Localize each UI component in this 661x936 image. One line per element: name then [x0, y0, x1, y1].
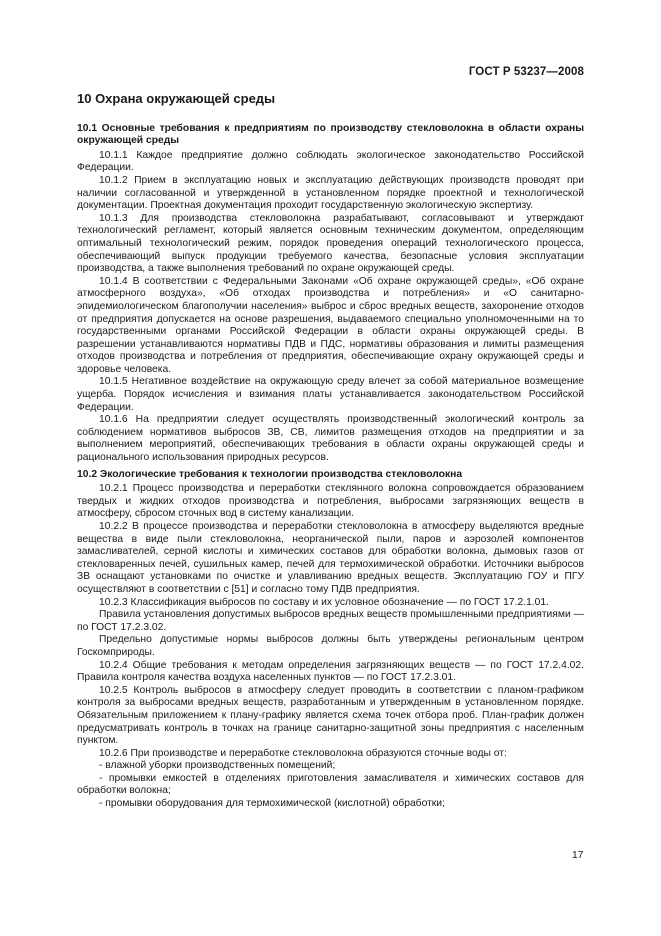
- document-body: [77, 93, 584, 811]
- list-item: - влажной уборки производственных помещений;: [99, 760, 336, 772]
- paragraph-10-2-1: 10.2.1 Процесс производства и переработки стеклянного волокна сопровождается образованием твердых и жидких отходов производства и потребления, выбросами загрязняющих веществ в атмосферу, сбросом сточных вод в систему канализации.: [77, 483, 584, 520]
- list-item: - промывки емкостей в отделениях приготовления замасливателя и химических составов для обработки волокна;: [77, 772, 584, 797]
- standard-header: ГОСТ Р 53237—2008: [468, 66, 584, 78]
- paragraph-10-2-3: 10.2.3 Классификация выбросов по составу и их условное обозначение — по ГОСТ 17.2.1.01.: [99, 596, 549, 608]
- paragraph-10-2-2: 10.2.2 В процессе производства и переработки стекловолокна в атмосферу выделяются вредные вещества в виде пыли стекловолокна, неорганической пыли, паров и аэрозолей компонентов замасливателей, серной кислоты и химических составов для обработки волокна, дымовых газов от стекловаренных печей, сушильных камер, печей для термохимической обработки. Источники выбросов ЗВ оснащают установками по очистке и улавливанию вредных веществ. Эксплуатацию ГОУ и ПГУ осуществляют в соответствии с [51] и согласно тому ПДВ предприятия.: [77, 521, 584, 595]
- paragraph-10-1-4: 10.1.4 В соответствии с Федеральными Законами «Об охране окружающей среды», «Об охране атмосферного воздуха», «Об отходах производства и потребления» и «О санитарно-эпидемиологическом благополучии населения» выброс и сброс вредных веществ, захоронение отходов от предприятия допускается на основе разрешения, выдаваемого специально уполномоченными на то государственными органами Российской Федерации в области охраны окружающей среды. В разрешении устанавливаются нормативы ПДВ и ПДС, нормативы образования и лимиты размещения отходов производства и потребления от предприятия, обеспечивающие охрану окружающей среды и здоровье человека.: [77, 275, 584, 375]
- paragraph-10-1-2: 10.1.2 Прием в эксплуатацию новых и эксплуатацию действующих производств проводят при наличии согласованной и утвержденной в установленном порядке проектной и технологической документации. Проектная документация проходит государственную экологическую экспертизу.: [77, 174, 584, 212]
- subsection-title-10-2: 10.2 Экологические требования к технологии производства стекловолокна: [77, 468, 463, 480]
- paragraph-10-1-6: 10.1.6 На предприятии следует осуществлять производственный экологический контроль за соблюдением нормативов выбросов ЗВ, СВ, лимитов размещения отходов на предприятии и за выполнением мероприятий, обеспечивающих требования в области охраны окружающей среды и рационального использования природных ресурсов.: [77, 414, 584, 464]
- paragraph-10-1-1: 10.1.1 Каждое предприятие должно соблюдать экологическое законодательство Российской Федерации.: [77, 149, 584, 174]
- page-number: 17: [572, 850, 584, 861]
- paragraph-10-2-4: 10.2.4 Общие требования к методам определения загрязняющих веществ — по ГОСТ 17.2.4.02. Правила контроля качества воздуха населенных пунктов — по ГОСТ 17.2.3.01.: [77, 659, 584, 684]
- section-title: 10 Охрана окружающей среды: [77, 91, 276, 106]
- paragraph-10-2-3-rules: Правила установления допустимых выбросов вредных веществ промышленными предприятиями — по ГОСТ 17.2.3.02.: [77, 609, 584, 633]
- paragraph-10-2-5: 10.2.5 Контроль выбросов в атмосферу следует проводить в соответствии с планом-графиком контроля за выбросами вредных веществ, разработанным и утвержденным в установленном порядке. Обязательным приложением к плану-графику является схема точек отбора проб. План-график должен предусматривать контроль в точках на границе санитарно-защитной зоны предприятия с населенным пунктом.: [77, 684, 584, 747]
- subsection-title-10-1: 10.1 Основные требования к предприятиям по производству стекловолокна в области охраны окружающей среды: [77, 122, 584, 147]
- paragraph-10-2-3-limits: Предельно допустимые нормы выбросов должны быть утверждены региональным центром Госкомприроды.: [77, 634, 584, 658]
- paragraph-10-1-3: 10.1.3 Для производства стекловолокна разрабатывают, согласовывают и утверждают технологический регламент, который является основным техническим документом, определяющим оптимальный технологический режим, порядок проведения операций технологического процесса, обеспечивающий выпуск продукции требуемого качества, безопасные условия эксплуатации производства, а также выполнения требований по охране окружающей среды.: [77, 212, 584, 275]
- list-item: - промывки оборудования для термохимической (кислотной) обработки;: [99, 798, 445, 810]
- paragraph-10-1-5: 10.1.5 Негативное воздействие на окружающую среду влечет за собой материальное возмещение ущерба. Порядок исчисления и взимания платы устанавливается законодательством Российской Федерации.: [77, 376, 584, 413]
- paragraph-10-2-6: 10.2.6 При производстве и переработке стекловолокна образуются сточные воды от:: [99, 747, 507, 759]
